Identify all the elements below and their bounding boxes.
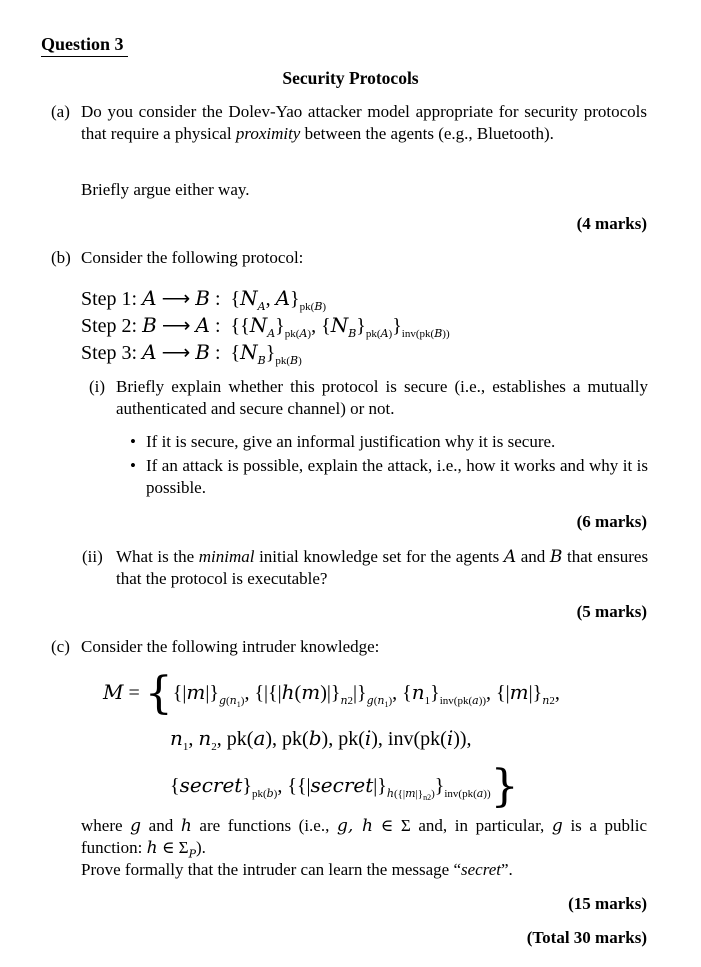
part-c-label: (c) [51,637,70,656]
part-b-i-label: (i) [89,377,106,396]
question-title: Question 3 [41,34,124,54]
list-item: • If an attack is possible, explain the attack, i.e., how it works and why it is possible. [128,455,648,499]
part-b-i-bullets [128,431,648,499]
part-b-i-marks: (6 marks) [576,512,647,531]
part-a-marks: (4 marks) [576,214,647,233]
part-c-intro: Consider the following intruder knowledge: [81,637,380,656]
part-c-marks: (15 marks) [568,894,647,913]
part-a-question: Do you consider the Dolev-Yao attacker model appropriate for security protocols that require a physical proximity between the agents (e.g., Bluetooth). [81,102,647,143]
part-b-ii-marks: (5 marks) [576,602,647,621]
part-c-where-clause: where g and h are functions (i.e., g, h ∈ Σ and, in particular, g is a public function: h ∈ $\Sigma_P$). [81,816,648,861]
part-b-label: (b) [51,248,71,267]
knowledge-formula-line-2: $n_1$, $n_2$, pk(a), pk(b), pk(i), inv(pk(i)), [170,726,472,753]
part-a-instruction: Briefly argue either way. [81,180,250,199]
part-a-emphasis: proximity [235,124,301,143]
question-title-underline [41,56,128,57]
part-a-label: (a) [51,102,70,121]
protocol-step-2: Step 2: B ⟶ A : {$\{N_A\}_{pk(A)}$, $\{N_B\}_{pk(A)}\}_{inv(pk(B))}$ [81,313,450,340]
section-title: Security Protocols [282,68,419,88]
knowledge-formula-line-1: $M = \{\{|m|\}_{g(n_1)}$, $\{|\{|h(m)|\}_{n2}|\}_{g(n_1)}$, $\{n_1\}_{inv(pk(a))}$, $\{|m|\}_{n2}$, [103,668,560,719]
knowledge-formula-line-3: $\{secret\}_{pk(b)}$, $\{\{|secret|\}_{h(\{|m|\}_{n2})}\}_{inv(pk(a))}$} [170,761,519,812]
list-item: • If it is secure, give an informal justification why it is secure. [128,431,648,453]
total-marks: (Total 30 marks) [526,928,647,947]
protocol-step-1: Step 1: A ⟶ B : {$N_A$, $A\}_{pk(B)}$ [81,286,327,313]
protocol-step-3: Step 3: A ⟶ B : $\{N_B\}_{pk(B)}$ [81,340,302,367]
part-c-prove: Prove formally that the intruder can learn the message “secret”. [81,860,513,879]
part-b-ii-question: What is the minimal initial knowledge set for the agents A and B that ensures that the protocol is executable? [116,547,649,588]
part-b-intro: Consider the following protocol: [81,248,304,267]
part-b-ii-label: (ii) [82,547,103,566]
part-b-i-question: Briefly explain whether this protocol is secure (i.e., establishes a mutually authenticated and secure channel) or not. [116,377,648,418]
